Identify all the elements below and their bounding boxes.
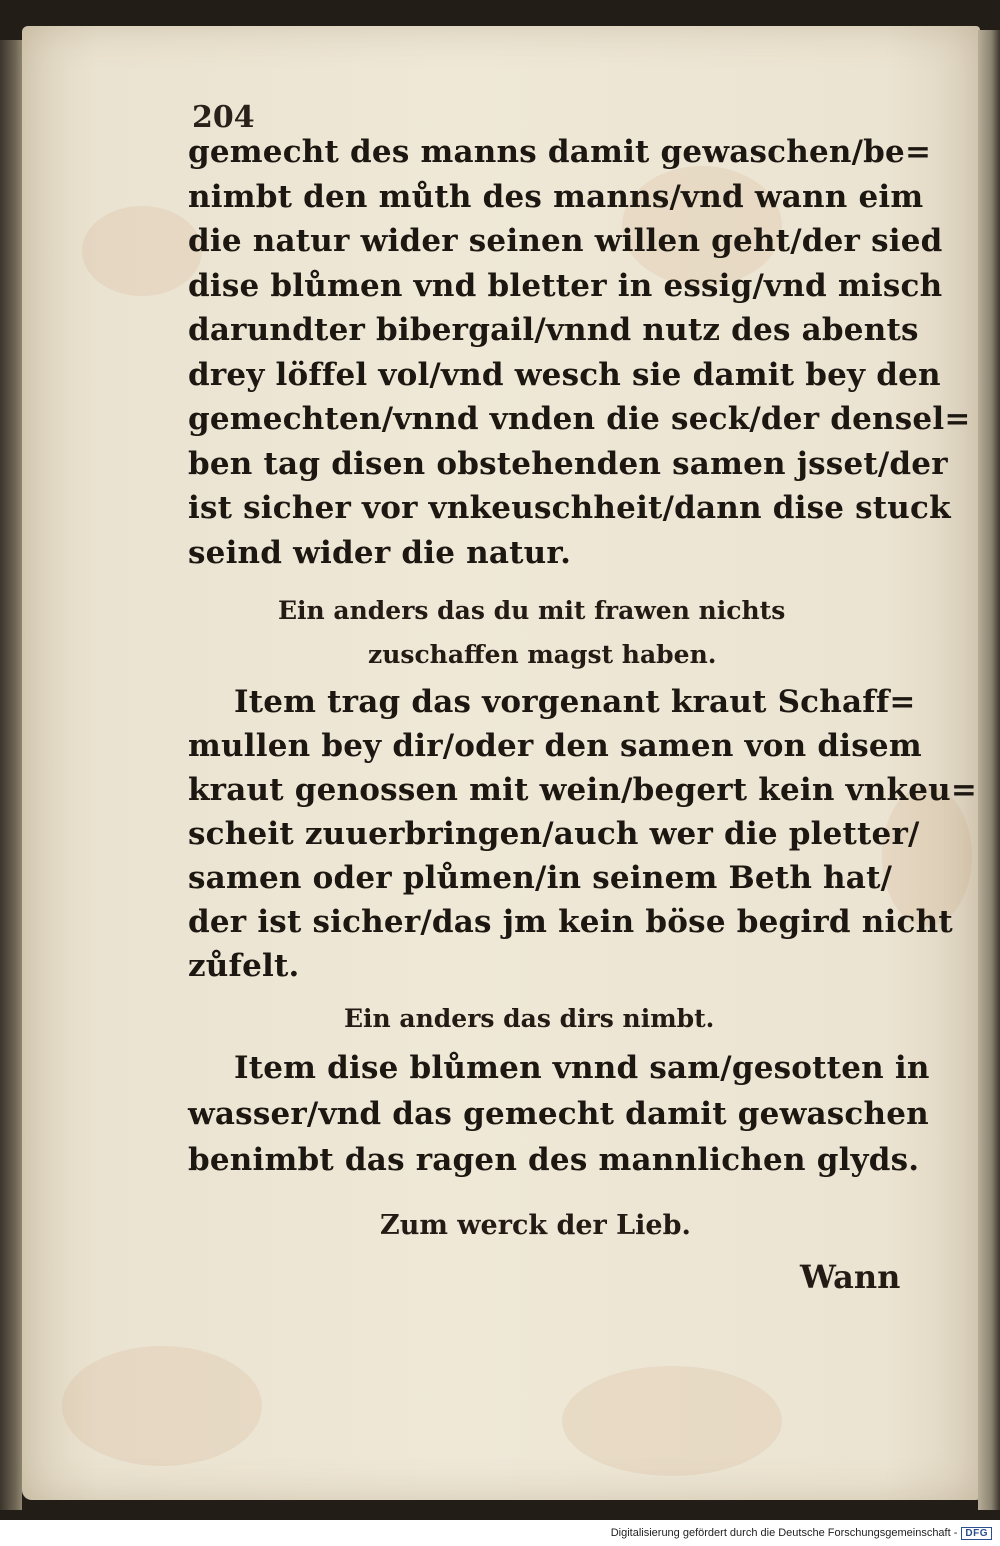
paragraph-3-line: Item dise blůmen vnnd sam/gesotten in	[234, 1050, 930, 1086]
paragraph-2-line: mullen bey dir/oder den samen von disem	[188, 728, 922, 764]
footer-credit: Digitalisierung gefördert durch die Deutsche Forschungsgemeinschaft -	[610, 1527, 958, 1539]
paragraph-3-line: benimbt das ragen des mannlichen glyds.	[188, 1142, 920, 1178]
paragraph-2-line: samen oder plůmen/in seinem Beth hat/	[188, 860, 893, 896]
book-left-edge	[0, 40, 22, 1510]
page-number: 204	[192, 100, 255, 135]
section-heading-3: Zum werck der Lieb.	[380, 1210, 691, 1241]
paragraph-1-line: dise blůmen vnd bletter in essig/vnd misch	[188, 267, 943, 304]
paragraph-1-line: gemecht des manns damit gewaschen/be=	[188, 134, 932, 170]
paragraph-2-line: Item trag das vorgenant kraut Schaff=	[234, 684, 916, 720]
catchword: Wann	[800, 1258, 901, 1296]
paragraph-1-line: ist sicher vor vnkeuschheit/dann dise stuck	[188, 490, 951, 526]
paragraph-1-line: die natur wider seinen willen geht/der sied	[188, 223, 943, 259]
section-heading-2: Ein anders das dirs nimbt.	[344, 1004, 715, 1033]
paragraph-2-line: scheit zuuerbringen/auch wer die pletter/	[188, 816, 920, 852]
book-right-edge	[978, 30, 1000, 1510]
paragraph-1-line: nimbt den můth des manns/vnd wann eim	[188, 178, 924, 215]
dfg-logo-icon: DFG	[961, 1527, 992, 1540]
paragraph-1-line: drey löffel vol/vnd wesch sie damit bey den	[188, 356, 941, 393]
digitization-footer	[0, 1520, 1000, 1546]
section-heading-1-line: Ein anders das du mit frawen nichts	[278, 596, 786, 625]
paragraph-2-line: kraut genossen mit wein/begert kein vnkeu=	[188, 772, 978, 808]
paragraph-1-line: ben tag disen obstehenden samen jsset/der	[188, 445, 948, 482]
paragraph-1-line: darundter bibergail/vnnd nutz des abents	[188, 312, 919, 348]
paragraph-2-line: der ist sicher/das jm kein böse begird nicht	[188, 904, 953, 940]
body-text	[188, 0, 978, 1400]
section-heading-1-line: zuschaffen magst haben.	[368, 640, 717, 669]
paragraph-1-line: gemechten/vnnd vnden die seck/der densel=	[188, 401, 971, 437]
paragraph-2-line: zůfelt.	[188, 948, 300, 984]
paragraph-1-line: seind wider die natur.	[188, 534, 572, 571]
paragraph-3-line: wasser/vnd das gemecht damit gewaschen	[188, 1096, 929, 1132]
